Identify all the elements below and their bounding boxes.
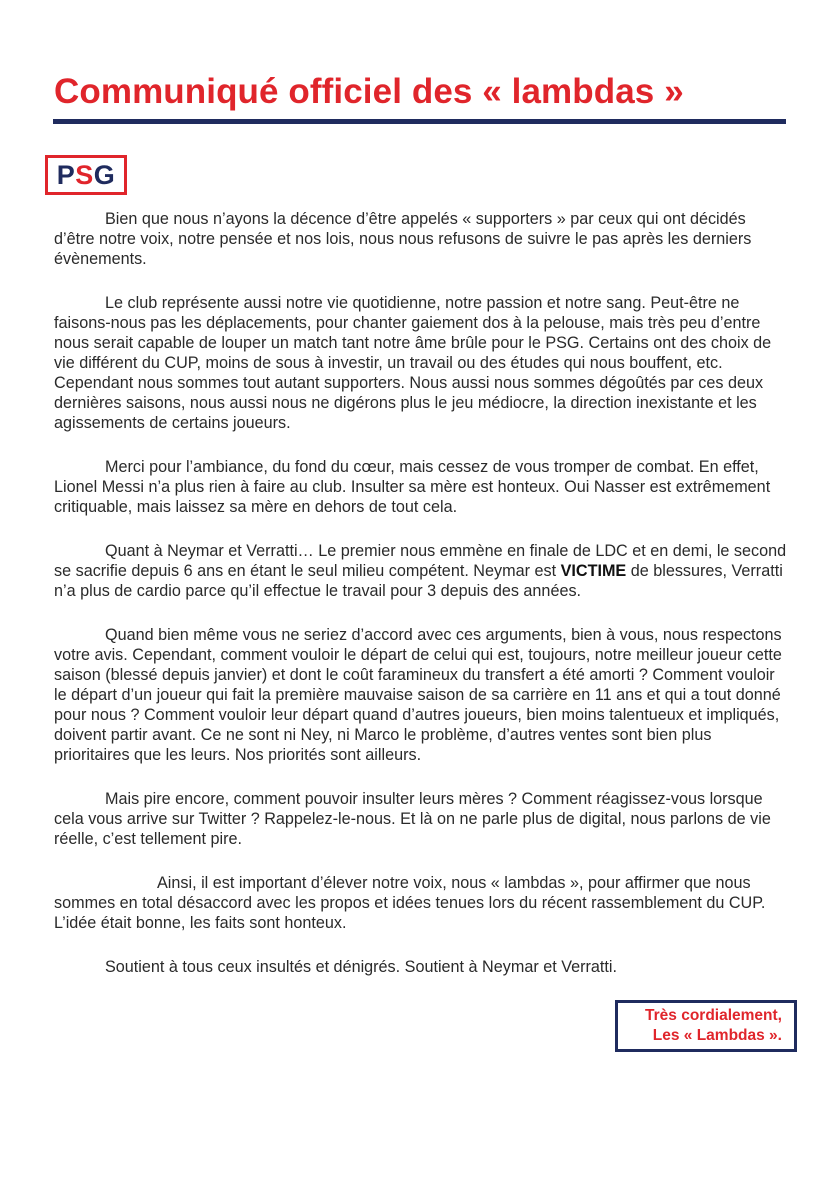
paragraph-4-end: de blessures, Verratti n’a plus de cardio parce qu’il effectue le travail pour 3 depuis des années.	[54, 562, 783, 600]
paragraph-1: Bien que nous n’ayons la décence d’être appelés « supporters » par ceux qui ont décidés d’être notre voix, notre pensée et nos lois, nous nous refusons de suivre le pas après les derniers évènements.	[54, 210, 752, 268]
logo-letter-p: P	[56, 159, 76, 190]
paragraph-3: Merci pour l’ambiance, du fond du cœur, mais cessez de vous tromper de combat. En effet, Lionel Messi n’a plus rien à faire au club. Insulter sa mère est honteux. Oui Nasser est extrêmement critiquable, mais laissez sa mère en dehors de tout cela.	[54, 458, 771, 516]
paragraph-8: Soutient à tous ceux insultés et dénigrés. Soutient à Neymar et Verratti.	[105, 958, 617, 976]
signature-line-1: Très cordialement,	[645, 1007, 782, 1024]
signature-box	[615, 1000, 797, 1052]
signature-line-2: Les « Lambdas ».	[652, 1027, 782, 1044]
paragraph-2: Le club représente aussi notre vie quotidienne, notre passion et notre sang. Peut-être ne faisons-nous pas les déplacements, pour chanter gaiement dos à la pelouse, mais très peu d’entre nous serait capable de louper un match tant notre âme brûle pour le PSG. Certains ont des choix de vie différent du CUP, moins de sous à investir, un travail ou des études qui nous bouffent, etc. Cependant nous sommes tout autant supporters. Nous aussi nous sommes dégoûtés par ces deux dernières saisons, nous aussi nous ne digérons plus le jeu médiocre, la direction inexistante et les agissements de certains joueurs.	[54, 294, 772, 432]
title-underline	[53, 119, 786, 124]
logo-letter-s: S	[75, 159, 94, 190]
page-title: Communiqué officiel des « lambdas »	[54, 72, 684, 111]
paragraph-4-start: Quant à Neymar et Verratti… Le premier nous emmène en finale de LDC et en demi, le second se sacrifie depuis 6 ans en étant le seul milieu compétent. Neymar est	[54, 542, 787, 580]
paragraph-6: Mais pire encore, comment pouvoir insulter leurs mères ? Comment réagissez-vous lorsque cela vous arrive sur Twitter ? Rappelez-le-nous. Et là on ne parle plus de digital, nous parlons de vie réelle, c’est tellement pire.	[54, 790, 771, 848]
paragraph-7: Ainsi, il est important d’élever notre voix, nous « lambdas », pour affirmer que nous sommes en total désaccord avec les propos et idées tenues lors du récent rassemblement du CUP. L’idée était bonne, les faits sont honteux.	[54, 874, 766, 932]
paragraph-4	[54, 541, 789, 601]
paragraph-5: Quand bien même vous ne seriez d’accord avec ces arguments, bien à vous, nous respectons votre avis. Cependant, comment vouloir le départ de celui qui est, toujours, notre meilleur joueur cette saison (blessé depuis janvier) et dont le coût faramineux du transfert a été amorti ? Comment vouloir le départ d’un joueur qui fait la première mauvaise saison de sa carrière en 11 ans et qui a tout donné pour nous ? Comment vouloir leur départ quand d’autres joueurs, bien moins talentueux et impliqués, doivent partir avant. Ce ne sont ni Ney, ni Marco le problème, d’autres ventes sont bien plus prioritaires que les leurs. Nos priorités sont ailleurs.	[54, 626, 782, 764]
communique-body	[54, 209, 789, 1001]
psg-logo	[45, 155, 127, 195]
victime-emphasis: VICTIME	[560, 562, 627, 580]
logo-letter-g: G	[93, 159, 116, 190]
